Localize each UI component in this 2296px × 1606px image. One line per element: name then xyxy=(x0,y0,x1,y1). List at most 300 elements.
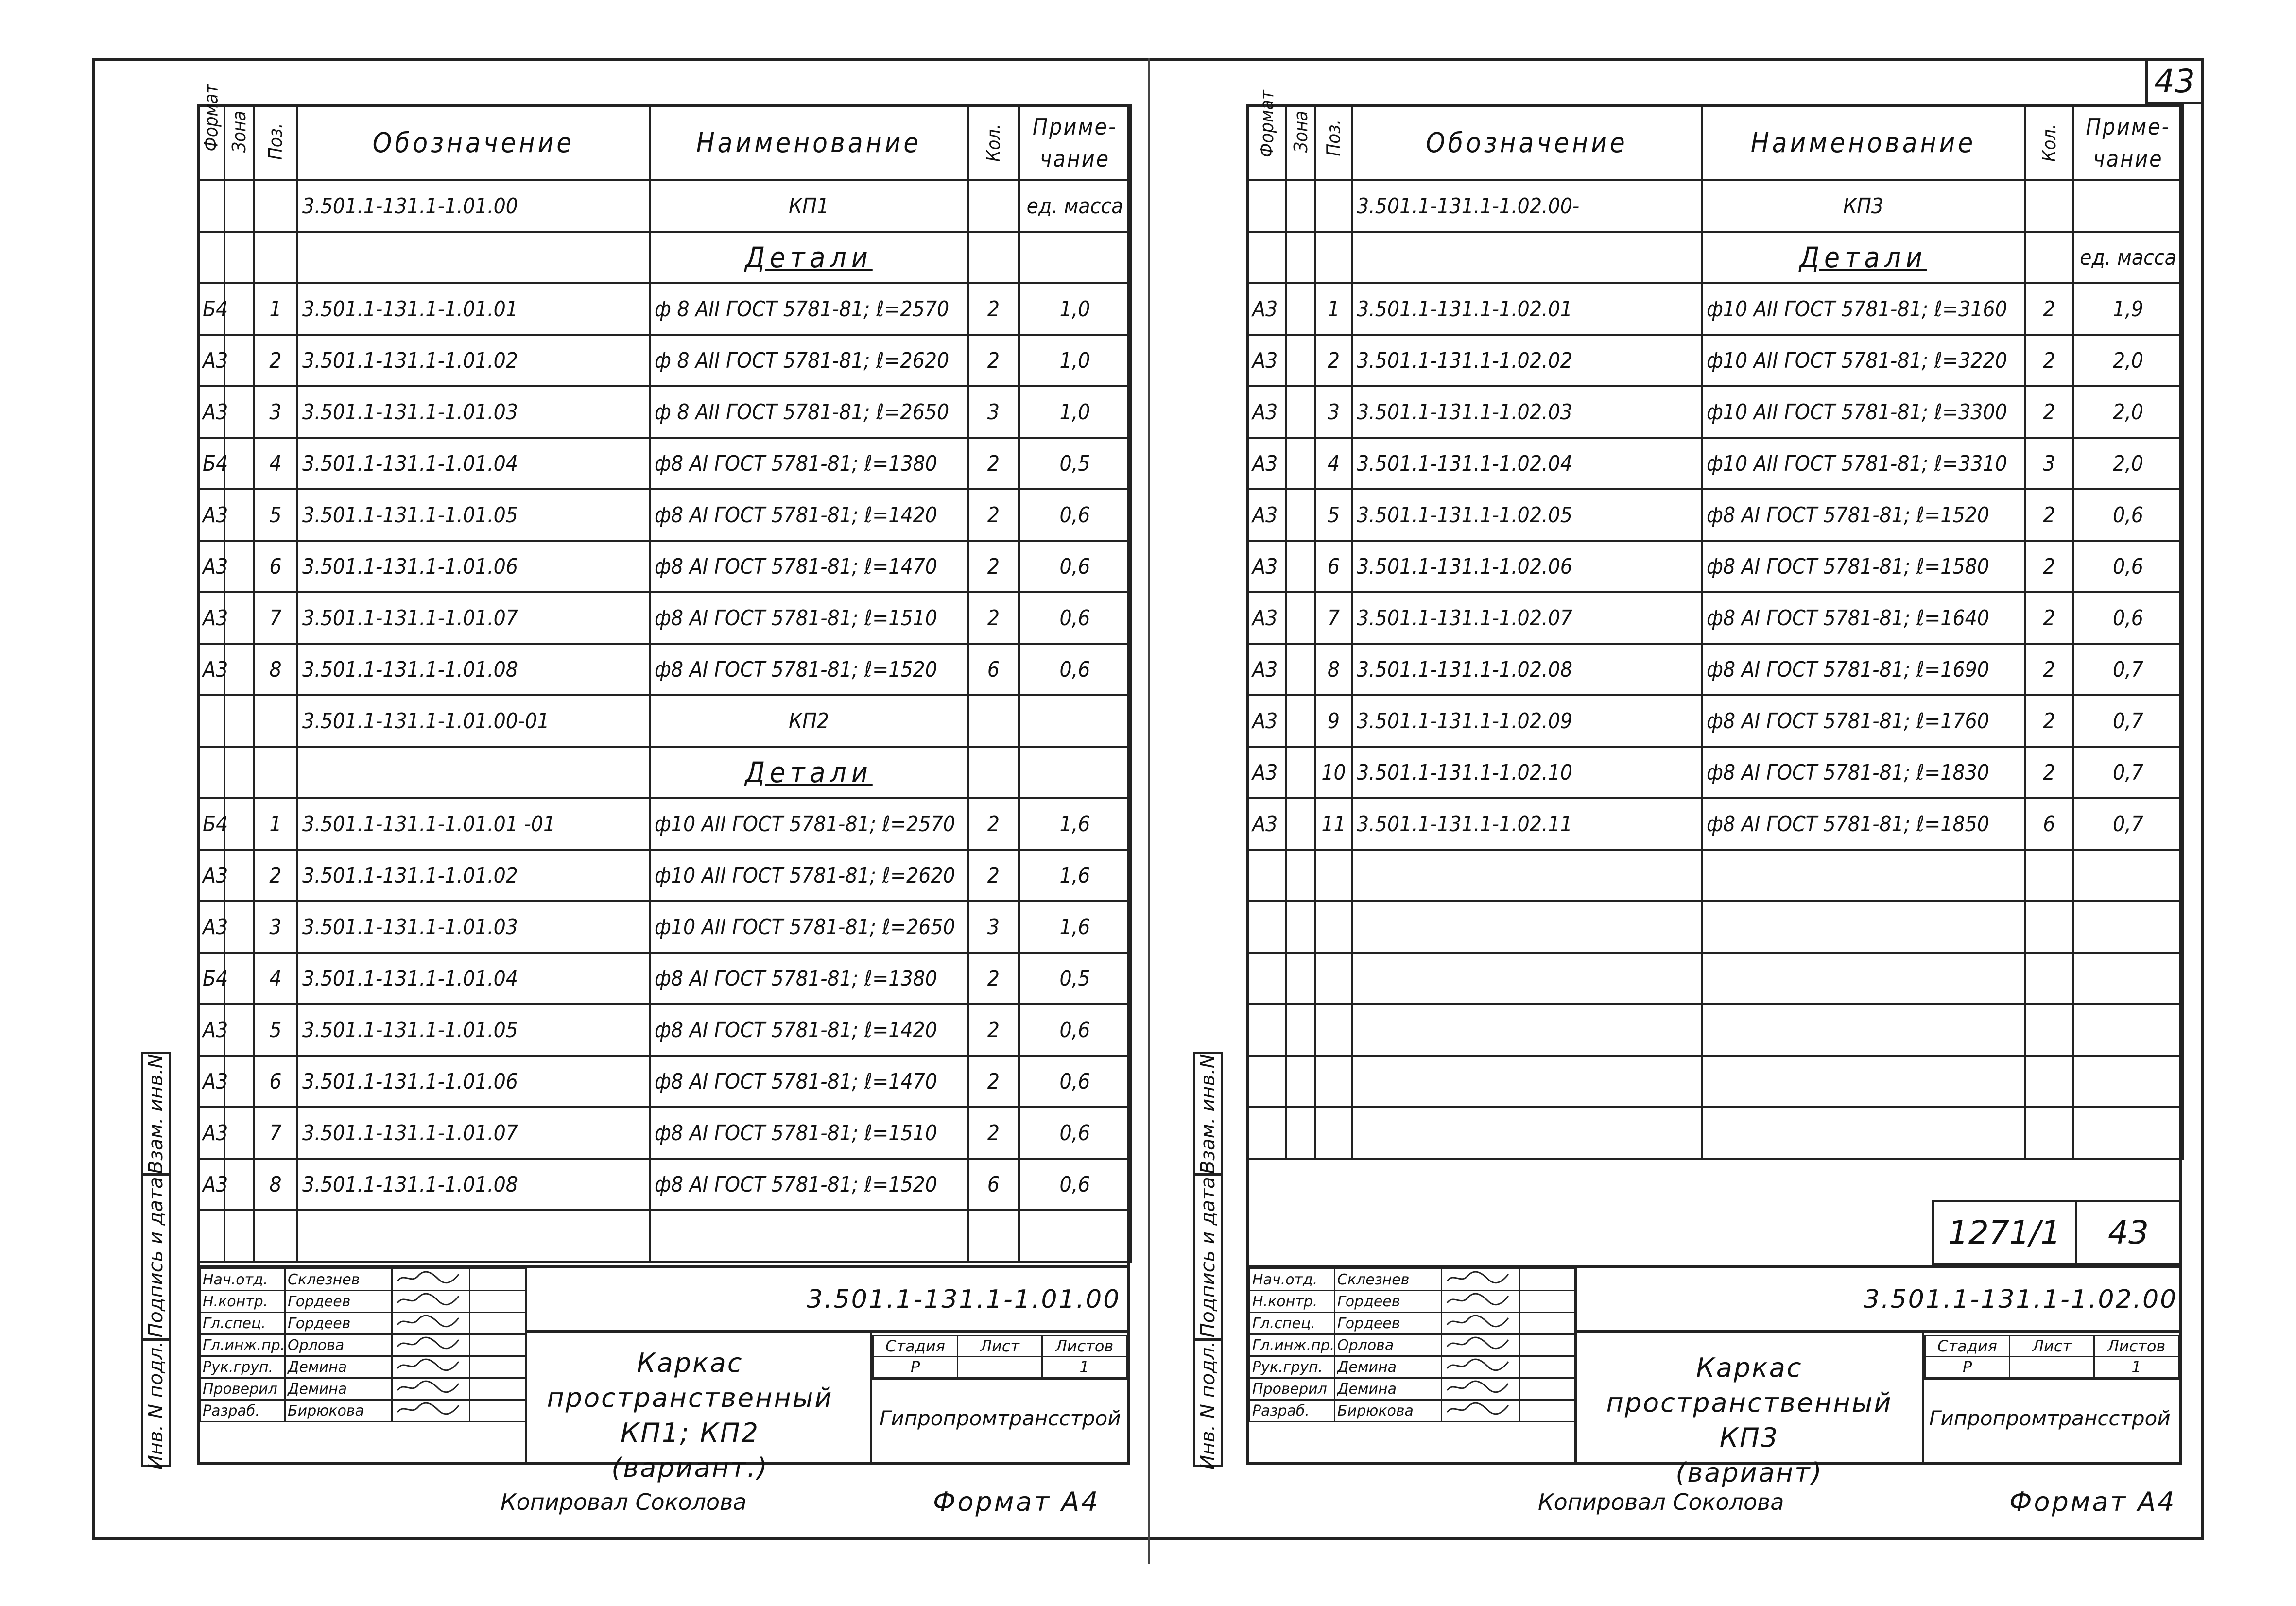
cell-designation: 3.501.1-131.1-1.02.02 xyxy=(1352,335,1702,386)
cell-name: ф 8 АII ГОСТ 5781-81; ℓ=2650 xyxy=(650,386,968,438)
signature-mark xyxy=(1442,1400,1519,1422)
cell-note: 1,0 xyxy=(1019,335,1131,386)
cell-qty: 6 xyxy=(968,644,1019,695)
spec-row xyxy=(1247,644,2183,695)
cell-name xyxy=(1702,953,2025,1004)
signature-mark xyxy=(392,1313,470,1334)
stamp-divider xyxy=(1922,1377,2182,1380)
left-side-strip xyxy=(141,1052,171,1467)
signature-role: Нач.отд. xyxy=(1250,1269,1335,1291)
right-organization: Гипропромтрансстрой xyxy=(1929,1406,2171,1430)
right-spec-table xyxy=(1246,90,2184,1160)
cell-note: 2,0 xyxy=(2073,438,2183,489)
handwritten-signature-icon xyxy=(395,1379,463,1395)
cell-qty xyxy=(2025,1004,2073,1056)
cell-format: А3 xyxy=(198,489,224,541)
cell-zone xyxy=(1286,180,1315,232)
cell-qty: 2 xyxy=(968,541,1019,592)
cell-qty: 6 xyxy=(968,1159,1019,1210)
cell-note: 0,6 xyxy=(1019,592,1131,644)
cell-format xyxy=(1247,901,1286,953)
cell-qty: 2 xyxy=(2025,644,2073,695)
cell-format: Б4 xyxy=(198,283,224,335)
stamp-divider xyxy=(1574,1268,1577,1462)
cell-zone xyxy=(1286,386,1315,438)
handwritten-signature-icon xyxy=(395,1335,463,1351)
cell-qty xyxy=(2025,232,2073,283)
header-note: Приме- чание xyxy=(2073,105,2183,180)
cell-note: 0,6 xyxy=(1019,644,1131,695)
cell-format: А3 xyxy=(198,1004,224,1056)
signature-name: Демина xyxy=(1335,1378,1442,1400)
signature-name: Бирюкова xyxy=(285,1400,392,1422)
cell-format: А3 xyxy=(198,901,224,953)
left-title-block xyxy=(197,1265,1130,1483)
stamp-divider xyxy=(1574,1330,2182,1333)
cell-designation xyxy=(297,747,650,798)
cell-pos: 7 xyxy=(254,592,297,644)
stamp-divider xyxy=(870,1330,872,1462)
handwritten-signature-icon xyxy=(1444,1401,1512,1417)
left-footer-format: Формат А4 xyxy=(933,1486,1100,1517)
cell-designation: 3.501.1-131.1-1.02.01 xyxy=(1352,283,1702,335)
stamp-divider xyxy=(870,1377,1130,1380)
header-designation: Обозначение xyxy=(297,105,650,180)
cell-note: 2,0 xyxy=(2073,386,2183,438)
cell-pos xyxy=(1315,180,1352,232)
spec-row xyxy=(1247,592,2183,644)
header-designation: Обозначение xyxy=(1352,105,1702,180)
signature-row xyxy=(1250,1356,1575,1378)
spec-row xyxy=(1247,438,2183,489)
cell-qty: 2 xyxy=(968,798,1019,850)
spec-row xyxy=(198,541,1131,592)
signature-date xyxy=(1519,1400,1575,1422)
cell-designation: 3.501.1-131.1-1.01.06 xyxy=(297,1056,650,1107)
signature-date xyxy=(470,1291,526,1313)
header-format: Формат xyxy=(1247,105,1286,180)
spec-row xyxy=(198,1004,1131,1056)
stamp-divider xyxy=(1922,1330,1924,1462)
cell-zone xyxy=(224,644,254,695)
header-name: Наименование xyxy=(650,105,968,180)
cell-format xyxy=(198,747,224,798)
cell-name: ф8 АI ГОСТ 5781-81; ℓ=1510 xyxy=(650,592,968,644)
spec-row xyxy=(198,386,1131,438)
cell-note: 0,6 xyxy=(1019,489,1131,541)
cell-designation: 3.501.1-131.1-1.01.02 xyxy=(297,850,650,901)
cell-name: ф8 АI ГОСТ 5781-81; ℓ=1690 xyxy=(1702,644,2025,695)
cell-designation xyxy=(1352,953,1702,1004)
cell-zone xyxy=(224,592,254,644)
spec-row xyxy=(198,335,1131,386)
spec-row xyxy=(1247,901,2183,953)
cell-zone xyxy=(1286,1107,1315,1159)
cell-qty xyxy=(2025,1056,2073,1107)
cell-zone xyxy=(1286,489,1315,541)
cell-format xyxy=(198,232,224,283)
spec-row xyxy=(198,901,1131,953)
cell-zone xyxy=(224,232,254,283)
cell-note: 0,7 xyxy=(2073,798,2183,850)
cell-qty: 2 xyxy=(968,1004,1019,1056)
cell-format: А3 xyxy=(1247,541,1286,592)
cell-designation: 3.501.1-131.1-1.01.04 xyxy=(297,438,650,489)
signature-row xyxy=(200,1356,526,1378)
cell-pos xyxy=(254,180,297,232)
cell-name: ф8 АI ГОСТ 5781-81; ℓ=1850 xyxy=(1702,798,2025,850)
signature-row xyxy=(1250,1400,1575,1422)
cell-pos: 5 xyxy=(1315,489,1352,541)
handwritten-signature-icon xyxy=(1444,1291,1512,1308)
cell-format xyxy=(1247,232,1286,283)
left-side-cell-inv-substitute: Взам. инв.N xyxy=(143,1054,169,1176)
cell-zone xyxy=(1286,901,1315,953)
cell-note: 0,6 xyxy=(2073,489,2183,541)
left-footer-copied: Копировал Соколова xyxy=(501,1489,747,1515)
cell-qty: 2 xyxy=(968,953,1019,1004)
header-note: Приме- чание xyxy=(1019,105,1131,180)
cell-name: ф 8 АII ГОСТ 5781-81; ℓ=2620 xyxy=(650,335,968,386)
left-stage-table: Стадия Лист Листов Р 1 xyxy=(872,1335,1127,1378)
cell-name xyxy=(1702,1056,2025,1107)
cell-qty: 2 xyxy=(968,850,1019,901)
signature-mark xyxy=(392,1356,470,1378)
cell-pos: 2 xyxy=(254,850,297,901)
signature-name: Орлова xyxy=(1335,1334,1442,1356)
cell-designation xyxy=(297,1210,650,1262)
cell-format: А3 xyxy=(198,644,224,695)
cell-format xyxy=(1247,1056,1286,1107)
cell-note: 0,5 xyxy=(1019,438,1131,489)
cell-format xyxy=(1247,1004,1286,1056)
cell-designation: 3.501.1-131.1-1.01.05 xyxy=(297,489,650,541)
spec-row xyxy=(1247,798,2183,850)
cell-designation: 3.501.1-131.1-1.01.02 xyxy=(297,335,650,386)
cell-designation xyxy=(1352,901,1702,953)
signature-row xyxy=(1250,1334,1575,1356)
right-signature-table xyxy=(1249,1268,1576,1422)
cell-zone xyxy=(1286,798,1315,850)
cell-zone xyxy=(1286,1056,1315,1107)
cell-name: КП3 xyxy=(1702,180,2025,232)
cell-designation: 3.501.1-131.1-1.01.00-01 xyxy=(297,695,650,747)
cell-pos: 11 xyxy=(1315,798,1352,850)
signature-row xyxy=(1250,1269,1575,1291)
cell-designation: 3.501.1-131.1-1.02.07 xyxy=(1352,592,1702,644)
cell-pos: 7 xyxy=(1315,592,1352,644)
cell-qty xyxy=(2025,180,2073,232)
cell-format: А3 xyxy=(1247,335,1286,386)
cell-pos: 3 xyxy=(1315,386,1352,438)
cell-designation xyxy=(297,232,650,283)
cell-pos xyxy=(1315,1107,1352,1159)
cell-name: ф10 АII ГОСТ 5781-81; ℓ=3160 xyxy=(1702,283,2025,335)
cell-format: А3 xyxy=(1247,283,1286,335)
cell-note xyxy=(2073,1004,2183,1056)
cell-name xyxy=(650,1210,968,1262)
signature-role: Проверил xyxy=(1250,1378,1335,1400)
signature-role: Гл.инж.пр. xyxy=(1250,1334,1335,1356)
cell-format: Б4 xyxy=(198,798,224,850)
signature-date xyxy=(1519,1378,1575,1400)
cell-format xyxy=(1247,850,1286,901)
signature-mark xyxy=(1442,1334,1519,1356)
signature-name: Склезнев xyxy=(1335,1269,1442,1291)
cell-note: 1,6 xyxy=(1019,798,1131,850)
cell-qty: 2 xyxy=(2025,489,2073,541)
signature-row xyxy=(200,1334,526,1356)
cell-zone xyxy=(224,1004,254,1056)
spec-row xyxy=(1247,850,2183,901)
cell-pos xyxy=(1315,953,1352,1004)
cell-designation: 3.501.1-131.1-1.02.00- xyxy=(1352,180,1702,232)
cell-designation xyxy=(1352,1107,1702,1159)
signature-role: Н.контр. xyxy=(200,1291,285,1313)
signature-name: Демина xyxy=(285,1378,392,1400)
cell-zone xyxy=(224,489,254,541)
cell-pos xyxy=(1315,901,1352,953)
right-page-box xyxy=(2075,1200,2182,1265)
fold-line xyxy=(1148,58,1150,1564)
cell-zone xyxy=(1286,438,1315,489)
cell-qty: 2 xyxy=(968,592,1019,644)
right-side-cell-inv-original: Инв. N подл. xyxy=(1197,1341,1219,1469)
spec-row xyxy=(198,489,1131,541)
cell-zone xyxy=(1286,232,1315,283)
cell-note: 1,6 xyxy=(1019,850,1131,901)
cell-zone xyxy=(1286,541,1315,592)
cell-name: ф8 АI ГОСТ 5781-81; ℓ=1830 xyxy=(1702,747,2025,798)
cell-note xyxy=(2073,1107,2183,1159)
cell-name: ф10 АII ГОСТ 5781-81; ℓ=3220 xyxy=(1702,335,2025,386)
signature-mark xyxy=(1442,1269,1519,1291)
spec-row xyxy=(1247,747,2183,798)
cell-zone xyxy=(224,695,254,747)
spec-row xyxy=(1247,541,2183,592)
cell-qty: 2 xyxy=(2025,541,2073,592)
signature-mark xyxy=(1442,1291,1519,1313)
cell-name xyxy=(1702,1004,2025,1056)
cell-format: А3 xyxy=(1247,592,1286,644)
cell-designation xyxy=(1352,232,1702,283)
cell-note: ед. масса xyxy=(1019,180,1131,232)
page-number-box xyxy=(2145,58,2204,104)
cell-name: ф8 АI ГОСТ 5781-81; ℓ=1380 xyxy=(650,438,968,489)
cell-note: 0,7 xyxy=(2073,695,2183,747)
left-doc-title: Каркас пространственный КП1; КП2 (вариант.) xyxy=(547,1348,833,1483)
spec-row xyxy=(198,283,1131,335)
handwritten-signature-icon xyxy=(1444,1379,1512,1395)
header-qty: Кол. xyxy=(2025,105,2073,180)
cell-note xyxy=(2073,901,2183,953)
header-zone: Зона xyxy=(1286,105,1315,180)
cell-pos xyxy=(254,1210,297,1262)
cell-format: А3 xyxy=(1247,644,1286,695)
spec-row xyxy=(1247,1056,2183,1107)
signature-name: Склезнев xyxy=(285,1269,392,1291)
signature-name: Гордеев xyxy=(1335,1291,1442,1313)
right-footer-copied: Копировал Соколова xyxy=(1538,1489,1784,1515)
handwritten-signature-icon xyxy=(395,1401,463,1417)
right-doc-number: 1271/1 xyxy=(1948,1214,2061,1251)
cell-name: ф8 АI ГОСТ 5781-81; ℓ=1420 xyxy=(650,489,968,541)
cell-pos: 2 xyxy=(254,335,297,386)
signature-mark xyxy=(392,1291,470,1313)
signature-row xyxy=(200,1291,526,1313)
signature-date xyxy=(470,1400,526,1422)
cell-zone xyxy=(1286,850,1315,901)
header-pos: Поз. xyxy=(1315,105,1352,180)
cell-zone xyxy=(1286,644,1315,695)
cell-note: 1,0 xyxy=(1019,386,1131,438)
spec-row xyxy=(1247,335,2183,386)
handwritten-signature-icon xyxy=(395,1269,463,1286)
header-pos: Поз. xyxy=(254,105,297,180)
cell-name: ф8 АI ГОСТ 5781-81; ℓ=1510 xyxy=(650,1107,968,1159)
cell-format: А3 xyxy=(198,386,224,438)
cell-pos: 1 xyxy=(1315,283,1352,335)
section-title: Детали xyxy=(650,232,968,283)
signature-name: Гордеев xyxy=(285,1313,392,1334)
right-doc-number-box xyxy=(1932,1200,2077,1265)
signature-role: Разраб. xyxy=(1250,1400,1335,1422)
right-footer-format: Формат А4 xyxy=(2009,1486,2176,1517)
cell-qty: 2 xyxy=(968,1056,1019,1107)
cell-format: А3 xyxy=(198,541,224,592)
signature-date xyxy=(470,1356,526,1378)
spec-row xyxy=(198,592,1131,644)
cell-pos: 8 xyxy=(254,644,297,695)
cell-pos: 7 xyxy=(254,1107,297,1159)
cell-name: ф8 АI ГОСТ 5781-81; ℓ=1470 xyxy=(650,1056,968,1107)
cell-name: ф8 АI ГОСТ 5781-81; ℓ=1520 xyxy=(1702,489,2025,541)
cell-pos xyxy=(254,747,297,798)
cell-qty xyxy=(2025,1107,2073,1159)
signature-date xyxy=(470,1313,526,1334)
left-spec-table xyxy=(197,84,1132,1263)
cell-zone xyxy=(224,1056,254,1107)
signature-role: Гл.инж.пр. xyxy=(200,1334,285,1356)
cell-note xyxy=(1019,232,1131,283)
cell-qty xyxy=(968,695,1019,747)
cell-pos: 1 xyxy=(254,798,297,850)
cell-format xyxy=(1247,180,1286,232)
cell-name: ф10 АII ГОСТ 5781-81; ℓ=3310 xyxy=(1702,438,2025,489)
cell-pos xyxy=(1315,232,1352,283)
signature-name: Гордеев xyxy=(1335,1313,1442,1334)
cell-pos: 6 xyxy=(1315,541,1352,592)
cell-designation: 3.501.1-131.1-1.02.09 xyxy=(1352,695,1702,747)
right-doc-code: 3.501.1-131.1-1.02.00 xyxy=(1864,1285,2178,1314)
signature-name: Гордеев xyxy=(285,1291,392,1313)
cell-pos: 9 xyxy=(1315,695,1352,747)
handwritten-signature-icon xyxy=(1444,1357,1512,1373)
cell-pos: 3 xyxy=(254,386,297,438)
signature-row xyxy=(1250,1378,1575,1400)
cell-qty: 3 xyxy=(968,901,1019,953)
cell-note xyxy=(1019,747,1131,798)
cell-designation: 3.501.1-131.1-1.01.08 xyxy=(297,1159,650,1210)
cell-note: 1,6 xyxy=(1019,901,1131,953)
cell-designation: 3.501.1-131.1-1.02.10 xyxy=(1352,747,1702,798)
right-side-strip xyxy=(1193,1052,1223,1467)
signature-date xyxy=(1519,1334,1575,1356)
cell-qty: 2 xyxy=(968,489,1019,541)
cell-designation: 3.501.1-131.1-1.01.01 -01 xyxy=(297,798,650,850)
cell-zone xyxy=(224,901,254,953)
cell-name: ф8 АI ГОСТ 5781-81; ℓ=1760 xyxy=(1702,695,2025,747)
cell-name: ф8 АI ГОСТ 5781-81; ℓ=1470 xyxy=(650,541,968,592)
signature-date xyxy=(470,1334,526,1356)
handwritten-signature-icon xyxy=(395,1357,463,1373)
cell-format: А3 xyxy=(1247,747,1286,798)
spec-row xyxy=(1247,953,2183,1004)
left-organization: Гипропромтрансстрой xyxy=(880,1406,1121,1430)
signature-mark xyxy=(392,1334,470,1356)
cell-qty: 2 xyxy=(968,283,1019,335)
cell-note: 0,6 xyxy=(1019,1107,1131,1159)
cell-pos: 8 xyxy=(1315,644,1352,695)
signature-role: Рук.груп. xyxy=(200,1356,285,1378)
cell-zone xyxy=(224,386,254,438)
cell-qty xyxy=(968,232,1019,283)
spec-row xyxy=(198,438,1131,489)
cell-note: 0,6 xyxy=(1019,1004,1131,1056)
cell-zone xyxy=(224,850,254,901)
cell-name: ф8 АI ГОСТ 5781-81; ℓ=1380 xyxy=(650,953,968,1004)
cell-designation: 3.501.1-131.1-1.01.07 xyxy=(297,592,650,644)
spec-row xyxy=(1247,386,2183,438)
cell-qty: 6 xyxy=(2025,798,2073,850)
signature-date xyxy=(470,1269,526,1291)
cell-name: ф8 АI ГОСТ 5781-81; ℓ=1420 xyxy=(650,1004,968,1056)
cell-qty: 3 xyxy=(2025,438,2073,489)
left-doc-code: 3.501.1-131.1-1.01.00 xyxy=(807,1285,1121,1314)
cell-pos: 3 xyxy=(254,901,297,953)
cell-zone xyxy=(224,541,254,592)
cell-note: 1,0 xyxy=(1019,283,1131,335)
signature-date xyxy=(1519,1313,1575,1334)
cell-note: 0,7 xyxy=(2073,747,2183,798)
spec-row xyxy=(198,1107,1131,1159)
cell-qty: 2 xyxy=(968,1107,1019,1159)
section-title: Детали xyxy=(1702,232,2025,283)
cell-designation: 3.501.1-131.1-1.02.03 xyxy=(1352,386,1702,438)
left-side-cell-sign-date: Подпись и дата xyxy=(143,1176,169,1341)
handwritten-signature-icon xyxy=(1444,1335,1512,1351)
cell-pos xyxy=(254,232,297,283)
cell-pos: 2 xyxy=(1315,335,1352,386)
cell-designation: 3.501.1-131.1-1.02.08 xyxy=(1352,644,1702,695)
spec-row xyxy=(1247,489,2183,541)
signature-mark xyxy=(392,1400,470,1422)
cell-qty: 3 xyxy=(968,386,1019,438)
cell-format xyxy=(198,180,224,232)
cell-qty xyxy=(968,180,1019,232)
spec-row xyxy=(198,850,1131,901)
signature-role: Гл.спец. xyxy=(1250,1313,1335,1334)
cell-name: ф10 АII ГОСТ 5781-81; ℓ=2650 xyxy=(650,901,968,953)
signature-date xyxy=(1519,1291,1575,1313)
cell-name: ф10 АII ГОСТ 5781-81; ℓ=3300 xyxy=(1702,386,2025,438)
cell-pos: 6 xyxy=(254,1056,297,1107)
right-side-cell-inv-substitute: Взам. инв.N xyxy=(1195,1054,1221,1176)
cell-format: А3 xyxy=(1247,695,1286,747)
spec-row xyxy=(1247,180,2183,232)
spec-row xyxy=(198,953,1131,1004)
cell-name: ф 8 АII ГОСТ 5781-81; ℓ=2570 xyxy=(650,283,968,335)
